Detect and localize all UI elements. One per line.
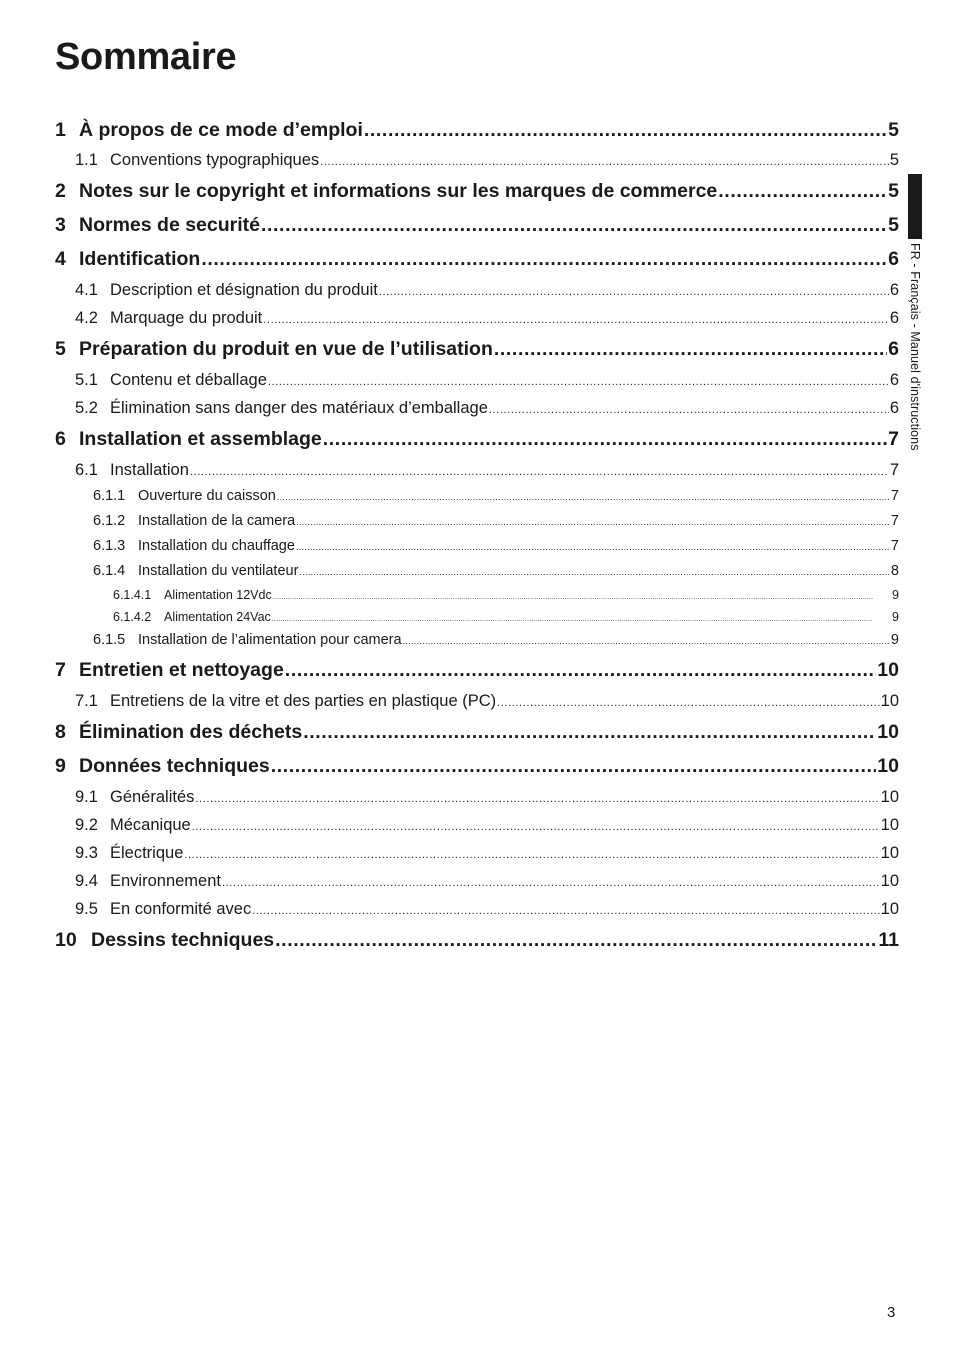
toc-leader-dots — [494, 332, 887, 366]
toc-entry-page: 7 — [890, 538, 899, 554]
toc-entry-title: Installation de l’alimentation pour camera — [138, 632, 402, 648]
toc-entry-3[interactable] — [55, 208, 899, 242]
toc-entry-title: Entretiens de la vitre et des parties en plastique (PC) — [110, 692, 497, 710]
toc-entry-6-1[interactable] — [55, 456, 899, 484]
toc-entry-number: 6.1.4.2 — [113, 610, 152, 624]
toc-entry-title: Conventions typographiques — [110, 151, 320, 169]
toc-entry-6-1-4[interactable] — [55, 559, 899, 584]
toc-entry-title: Installation du ventilateur — [138, 563, 299, 579]
toc-entry-page: 6 — [889, 399, 899, 417]
toc-leader-dots — [497, 687, 880, 715]
toc-leader-dots — [379, 276, 889, 304]
toc-entry-title: Notes sur le copyright et informations sur les marques de commerce — [79, 180, 718, 202]
toc-leader-dots — [252, 895, 879, 923]
toc-entry-title: Alimentation 12Vdc — [164, 588, 272, 602]
toc-entry-page: 7 — [889, 461, 899, 479]
toc-entry-5-2[interactable] — [55, 394, 899, 422]
toc-entry-number: 9.1 — [75, 788, 98, 806]
toc-entry-number: 9.3 — [75, 844, 98, 862]
toc-entry-page: 8 — [890, 563, 899, 579]
toc-leader-dots — [192, 811, 880, 839]
toc-entry-6-1-4-2[interactable] — [55, 606, 899, 628]
toc-entry-5[interactable] — [55, 332, 899, 366]
toc-entry-number: 5.2 — [75, 399, 98, 417]
toc-entry-number: 6.1.4 — [93, 563, 126, 579]
toc-entry-title: Environnement — [110, 872, 221, 890]
toc-entry-page: 7 — [888, 428, 899, 450]
toc-entry-page: 10 — [877, 659, 899, 681]
toc-entry-6-1-4-1[interactable] — [55, 584, 899, 606]
toc-entry-title: Contenu et déballage — [110, 371, 267, 389]
toc-entry-number: 6.1 — [75, 461, 98, 479]
toc-entry-title: Installation — [110, 461, 189, 479]
toc-leader-dots — [195, 783, 879, 811]
toc-entry-number: 4.2 — [75, 309, 98, 327]
toc-entry-number: 9.5 — [75, 900, 98, 918]
toc-entry-number: 1.1 — [75, 151, 98, 169]
toc-entry-4[interactable] — [55, 242, 899, 276]
toc-leader-dots — [271, 749, 877, 783]
toc-entry-title: Préparation du produit en vue de l’utilisation — [79, 338, 493, 360]
toc-entry-number: 10 — [55, 929, 77, 951]
toc-entry-number: 6.1.4.1 — [113, 588, 152, 602]
toc-entry-page: 6 — [888, 338, 899, 360]
toc-entry-page: 9 — [890, 632, 899, 648]
toc-entry-title: Installation et assemblage — [79, 428, 322, 450]
toc-entry-title: Électrique — [110, 844, 184, 862]
toc-entry-number: 9.4 — [75, 872, 98, 890]
toc-entry-6-1-1[interactable] — [55, 484, 899, 509]
toc-entry-page: 6 — [889, 309, 899, 327]
toc-entry-page: 9 — [892, 610, 899, 624]
toc-leader-dots — [184, 839, 879, 867]
toc-entry-page: 7 — [890, 513, 899, 529]
toc-entry-title: Normes de securité — [79, 214, 260, 236]
toc-entry-number: 9.2 — [75, 816, 98, 834]
toc-entry-4-1[interactable] — [55, 276, 899, 304]
page-number: 3 — [887, 1304, 896, 1321]
toc-entry-number: 2 — [55, 180, 66, 202]
toc-entry-title: Mécanique — [110, 816, 191, 834]
toc-entry-title: Données techniques — [79, 755, 270, 777]
toc-entry-page: 11 — [878, 929, 899, 951]
toc-entry-page: 10 — [877, 755, 899, 777]
toc-entry-page: 10 — [880, 816, 899, 834]
toc-leader-dots — [268, 366, 889, 394]
toc-entry-1-1[interactable] — [55, 146, 899, 174]
language-tab-marker — [908, 174, 922, 239]
toc-entry-7[interactable] — [55, 653, 899, 687]
toc-entry-number: 6.1.5 — [93, 632, 126, 648]
toc-entry-number: 4 — [55, 248, 66, 270]
toc-entry-7-1[interactable] — [55, 687, 899, 715]
toc-entry-number: 1 — [55, 119, 66, 141]
toc-leader-dots — [403, 628, 890, 653]
toc-leader-dots — [285, 653, 877, 687]
toc-entry-number: 5.1 — [75, 371, 98, 389]
toc-leader-dots — [303, 715, 876, 749]
toc-entry-page: 10 — [880, 872, 899, 890]
toc-leader-dots — [296, 509, 890, 534]
toc-entry-title: À propos de ce mode d’emploi — [79, 119, 363, 141]
toc-leader-dots — [296, 534, 890, 559]
toc-entry-2[interactable] — [55, 174, 899, 208]
toc-entry-number: 5 — [55, 338, 66, 360]
toc-entry-page: 7 — [890, 488, 899, 504]
toc-leader-dots — [222, 867, 880, 895]
toc-entry-9-2[interactable] — [55, 811, 899, 839]
toc-entry-6-1-2[interactable] — [55, 509, 899, 534]
toc-entry-page: 10 — [880, 788, 899, 806]
toc-entry-6[interactable] — [55, 422, 899, 456]
toc-entry-page: 9 — [892, 588, 899, 602]
toc-leader-dots — [201, 242, 887, 276]
toc-entry-title: Dessins techniques — [91, 929, 275, 951]
toc-entry-10[interactable] — [55, 923, 899, 957]
toc-entry-title: Installation de la camera — [138, 513, 296, 529]
toc-leader-dots — [323, 422, 887, 456]
page-title: Sommaire — [55, 36, 237, 78]
toc-entry-number: 6.1.1 — [93, 488, 126, 504]
toc-entry-number: 3 — [55, 214, 66, 236]
toc-entry-9-4[interactable] — [55, 867, 899, 895]
toc-entry-page: 10 — [880, 900, 899, 918]
toc-leader-dots — [190, 456, 889, 484]
toc-entry-page: 5 — [889, 151, 899, 169]
toc-leader-dots — [275, 923, 877, 957]
toc-leader-dots — [277, 484, 890, 509]
toc-entry-page: 10 — [880, 844, 899, 862]
toc-entry-title: Description et désignation du produit — [110, 281, 378, 299]
toc-leader-dots — [489, 394, 889, 422]
toc-entry-1[interactable] — [55, 114, 899, 146]
side-language-label: FR - Français - Manuel d'instructions — [908, 243, 922, 451]
toc-leader-dots — [364, 114, 887, 146]
toc-entry-title: En conformité avec — [110, 900, 252, 918]
toc-entry-title: Alimentation 24Vac — [164, 610, 271, 624]
toc-leader-dots — [299, 559, 890, 584]
toc-entry-number: 8 — [55, 721, 66, 743]
toc-entry-page: 5 — [888, 214, 899, 236]
toc-entry-page: 6 — [888, 248, 899, 270]
toc-entry-page: 5 — [888, 180, 899, 202]
toc-entry-5-1[interactable] — [55, 366, 899, 394]
toc-leader-dots — [273, 584, 891, 606]
toc-entry-page: 6 — [889, 371, 899, 389]
toc-entry-page: 10 — [880, 692, 899, 710]
toc-entry-number: 6.1.2 — [93, 513, 126, 529]
toc-entry-8[interactable] — [55, 715, 899, 749]
toc-leader-dots — [718, 174, 887, 208]
toc-entry-4-2[interactable] — [55, 304, 899, 332]
toc-entry-title: Entretien et nettoyage — [79, 659, 284, 681]
toc-entry-9-1[interactable] — [55, 783, 899, 811]
toc-entry-page: 10 — [877, 721, 899, 743]
toc-entry-9[interactable] — [55, 749, 899, 783]
toc-entry-title: Installation du chauffage — [138, 538, 295, 554]
toc-leader-dots — [261, 208, 887, 242]
toc-entry-number: 7 — [55, 659, 66, 681]
table-of-contents — [55, 114, 899, 957]
toc-entry-number: 6 — [55, 428, 66, 450]
toc-entry-6-1-3[interactable] — [55, 534, 899, 559]
toc-entry-title: Généralités — [110, 788, 195, 806]
toc-leader-dots — [320, 146, 889, 174]
toc-entry-title: Ouverture du caisson — [138, 488, 276, 504]
toc-entry-title: Identification — [79, 248, 201, 270]
toc-entry-number: 7.1 — [75, 692, 98, 710]
toc-entry-number: 6.1.3 — [93, 538, 126, 554]
toc-entry-number: 4.1 — [75, 281, 98, 299]
toc-entry-number: 9 — [55, 755, 66, 777]
toc-entry-title: Élimination sans danger des matériaux d’emballage — [110, 399, 488, 417]
toc-entry-title: Élimination des déchets — [79, 721, 303, 743]
toc-leader-dots — [263, 304, 889, 332]
toc-entry-9-5[interactable] — [55, 895, 899, 923]
toc-entry-6-1-5[interactable] — [55, 628, 899, 653]
toc-entry-page: 6 — [889, 281, 899, 299]
toc-entry-page: 5 — [888, 119, 899, 141]
toc-entry-9-3[interactable] — [55, 839, 899, 867]
toc-entry-title: Marquage du produit — [110, 309, 263, 327]
toc-leader-dots — [272, 606, 891, 628]
